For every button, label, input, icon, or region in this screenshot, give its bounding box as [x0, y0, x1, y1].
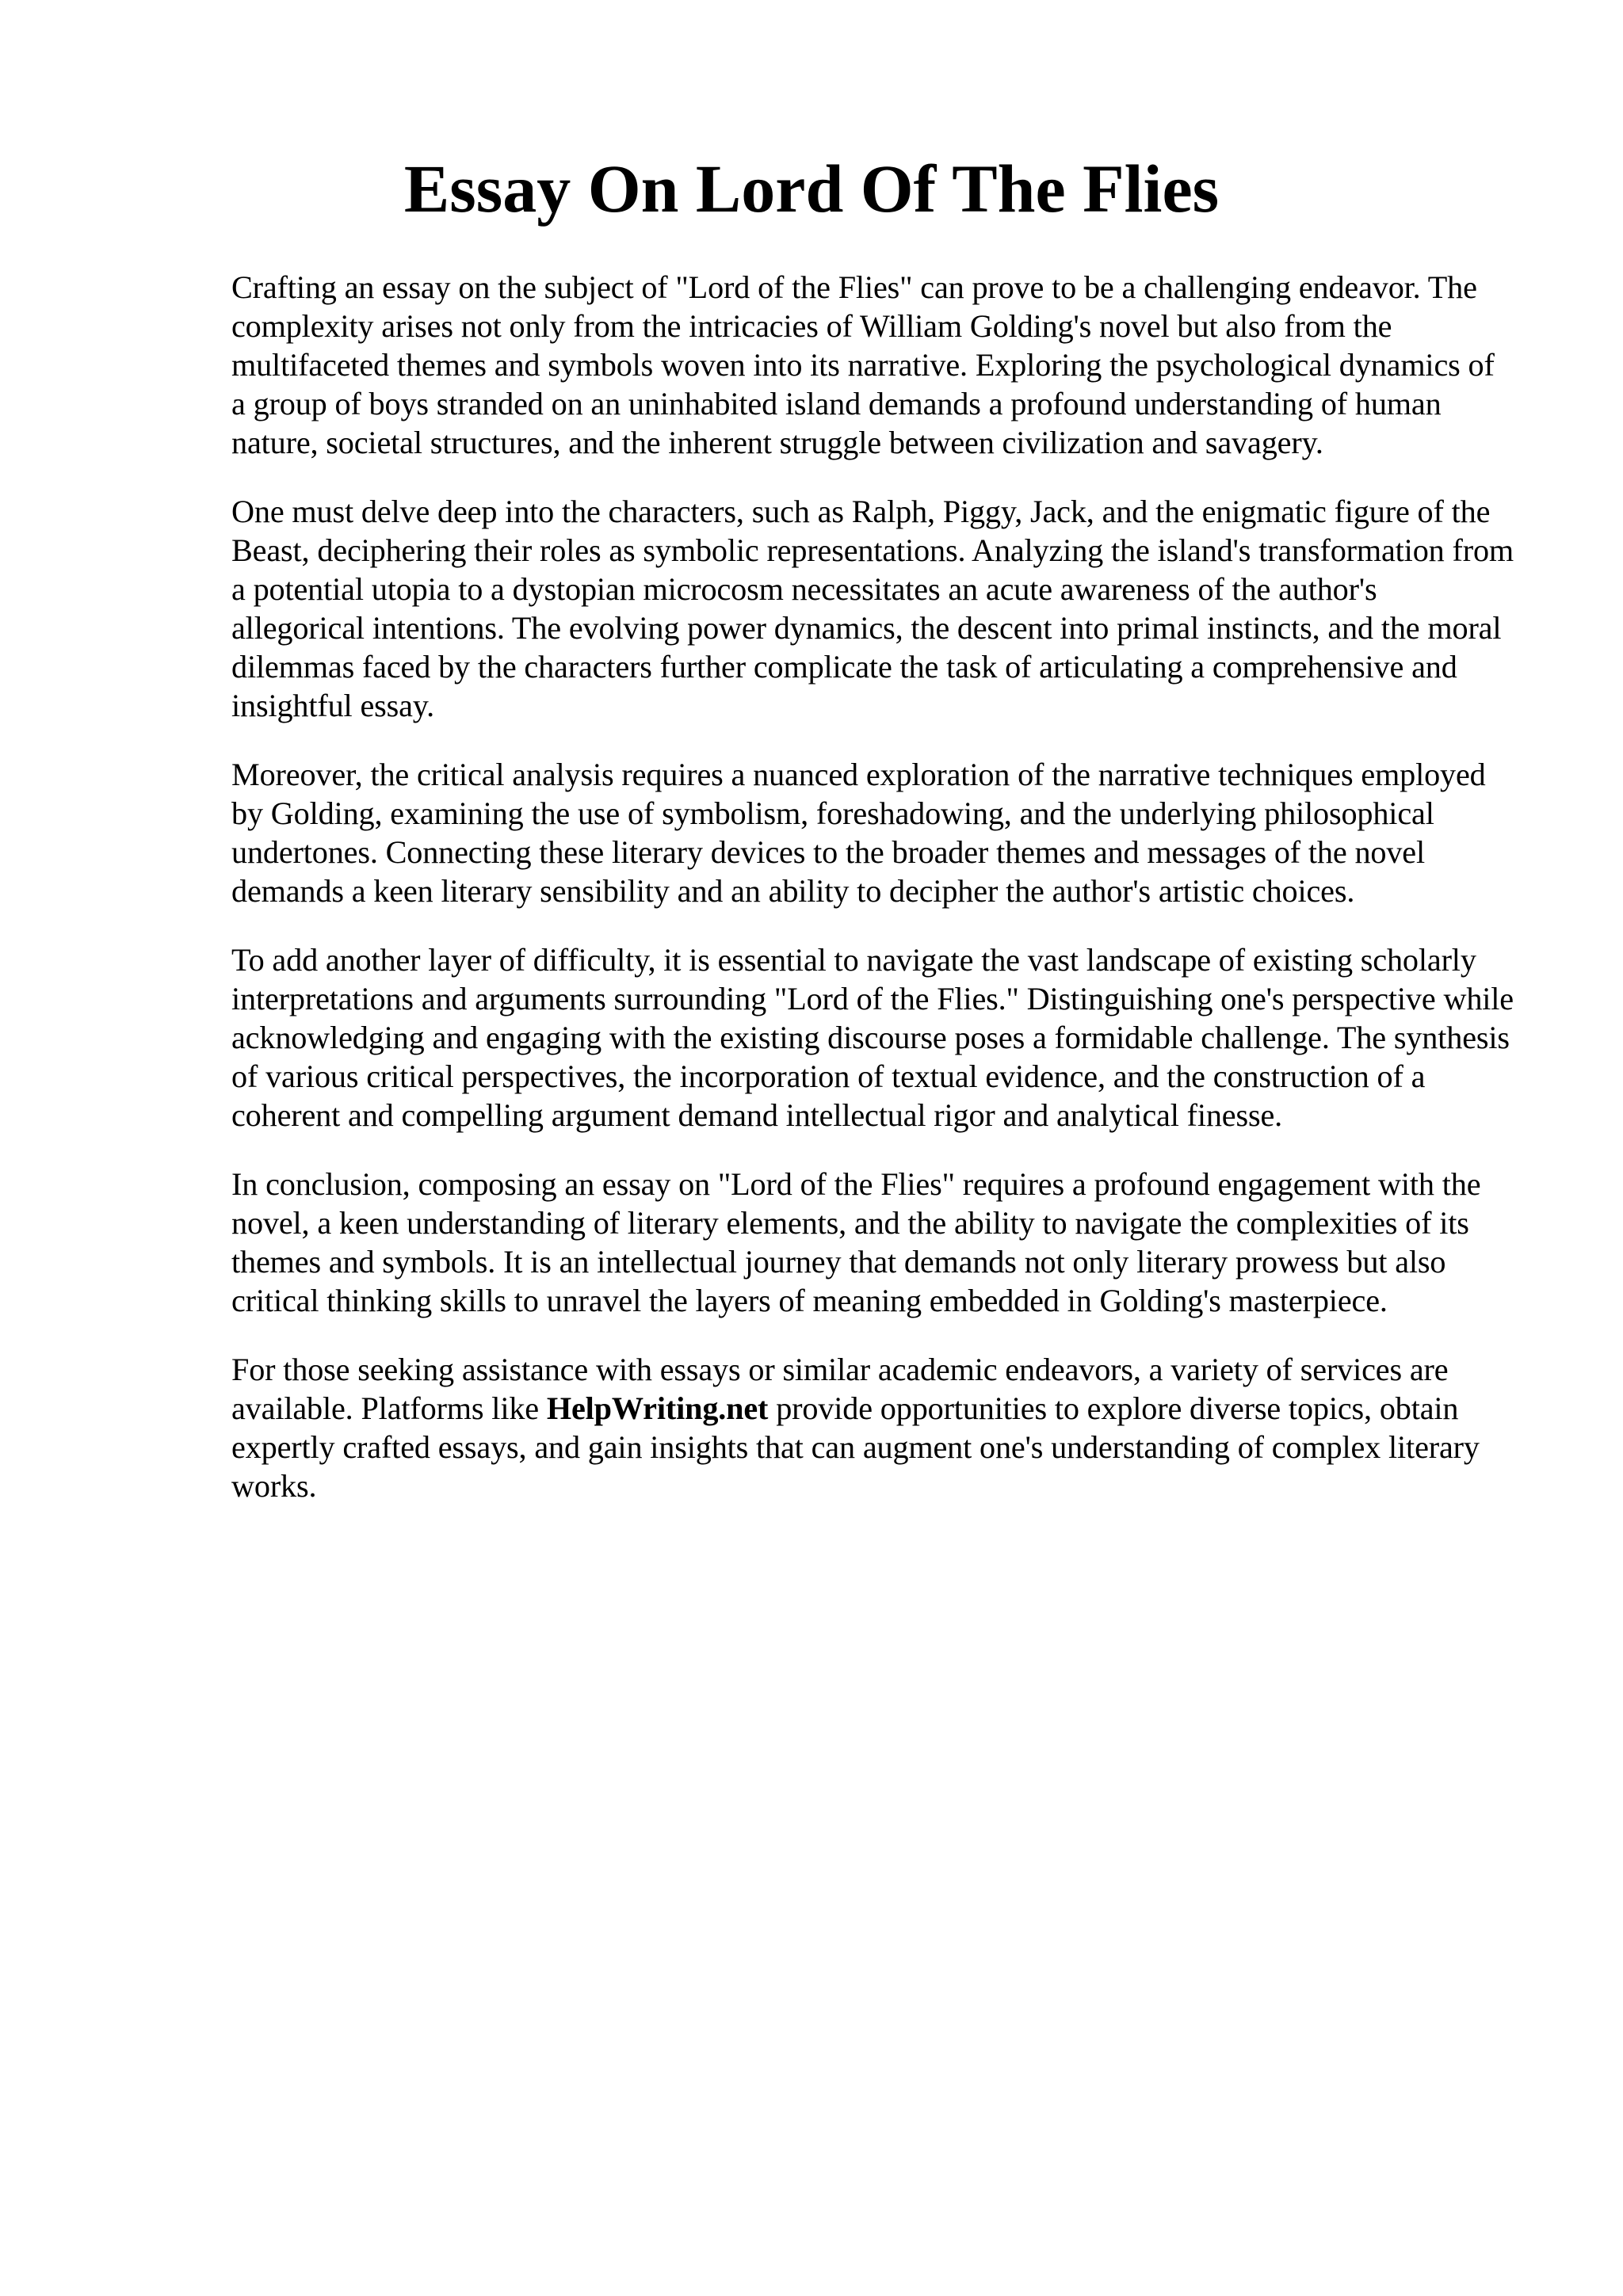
paragraph-1: Crafting an essay on the subject of "Lord of the Flies" can prove to be a challenging endeavor. The complexity arises not only from the intricacies of William Golding's novel but also from the multifaceted themes and symbols woven into its narrative. Exploring the psychological dynamics of a group of boys stranded on an uninhabited island demands a profound understanding of human nature, societal structures, and the inherent struggle between civilization and savagery.: [231, 269, 1495, 460]
document-title: Essay On Lord Of The Flies: [403, 151, 1220, 227]
paragraph-5: In conclusion, composing an essay on "Lord of the Flies" requires a profound engagement with the novel, a keen understanding of literary elements, and the ability to navigate the complexities of its themes and symbols. It is an intellectual journey that demands not only literary prowess but also critical thinking skills to unravel the layers of meaning embedded in Golding's masterpiece.: [231, 1166, 1481, 1318]
helpwriting-brand-text: HelpWriting.net: [546, 1390, 769, 1426]
closing-paragraph: [231, 1350, 1515, 1505]
closing-text-after: provide opportunities to explore diverse topics, obtain expertly crafted essays, and gain insights that can augment one's understanding of complex literary works.: [231, 1390, 1480, 1504]
paragraph-4: To add another layer of difficulty, it is essential to navigate the vast landscape of existing scholarly interpretations and arguments surrounding "Lord of the Flies." Distinguishing one's perspective while acknowledging and engaging with the existing discourse poses a formidable challenge. The synthesis of various critical perspectives, the incorporation of textual evidence, and the construction of a coherent and compelling argument demand intellectual rigor and analytical finesse.: [231, 942, 1514, 1133]
document-body: [231, 268, 1515, 1535]
paragraph-3: Moreover, the critical analysis requires a nuanced exploration of the narrative techniques employed by Golding, examining the use of symbolism, foreshadowing, and the underlying philosophical undertones. Connecting these literary devices to the broader themes and messages of the novel demands a keen literary sensibility and an ability to decipher the author's artistic choices.: [231, 757, 1486, 909]
paragraph-2: One must delve deep into the characters, such as Ralph, Piggy, Jack, and the enigmatic figure of the Beast, deciphering their roles as symbolic representations. Analyzing the island's transformation from a potential utopia to a dystopian microcosm necessitates an acute awareness of the author's allegorical intentions. The evolving power dynamics, the descent into primal instincts, and the moral dilemmas faced by the characters further complicate the task of articulating a comprehensive and insightful essay.: [231, 494, 1514, 723]
closing-text-before: For those seeking assistance with essays or similar academic endeavors, a variety of services are available. Platforms like: [231, 1352, 1449, 1426]
